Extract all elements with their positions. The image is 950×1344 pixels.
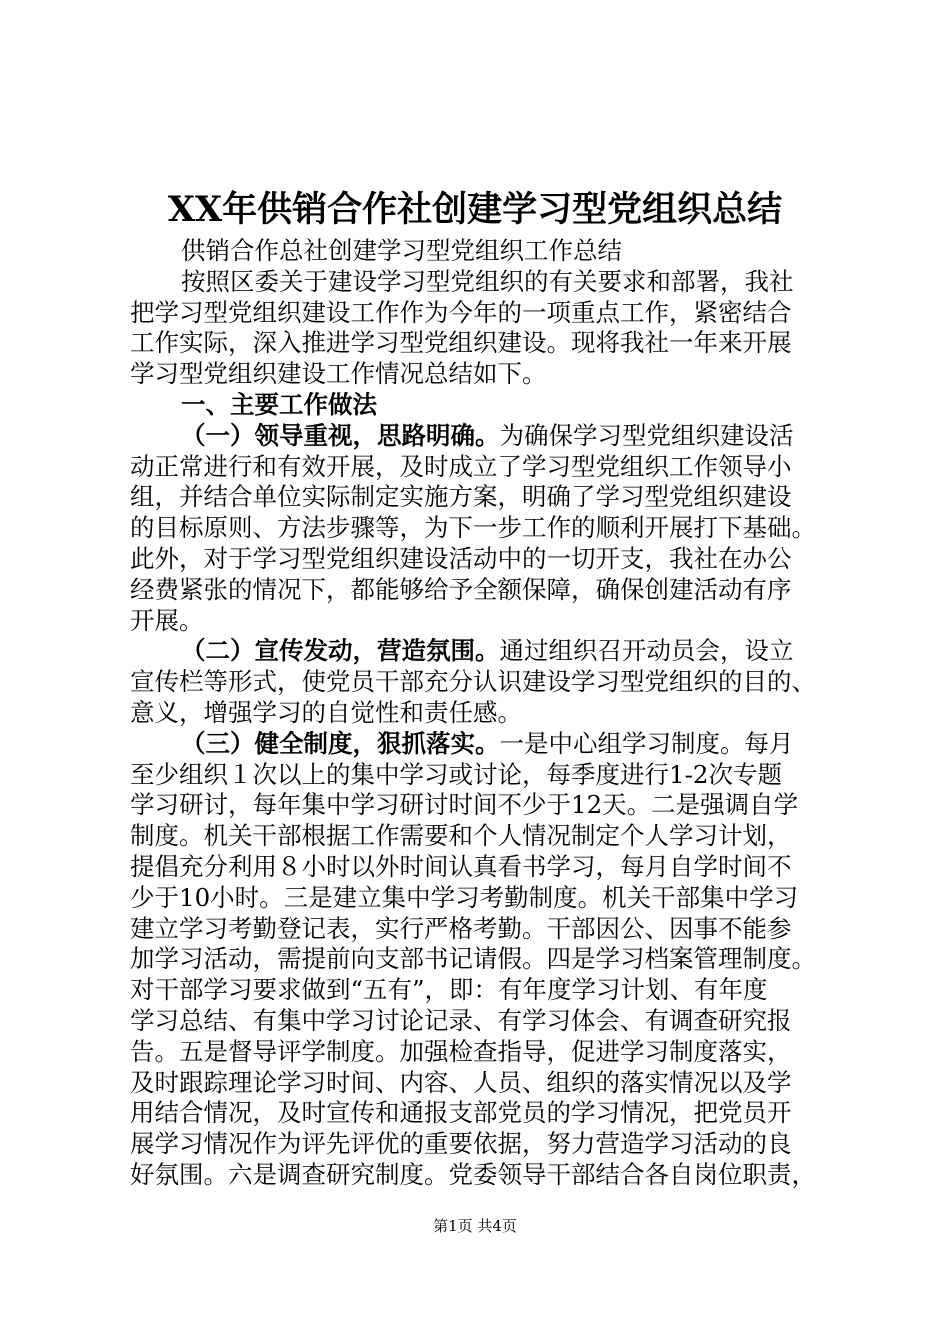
section-heading: 一、主要工作做法 (181, 389, 377, 419)
paragraph-line: 建立学习考勤登记表，实行严格考勤。干部因公、因事不能参 (130, 913, 792, 943)
paragraph-3-lead: （三）健全制度，狠抓落实。 (181, 728, 500, 758)
paragraph-2-lead: （二）宣传发动，营造氛围。 (181, 636, 500, 666)
intro-line: 学习型党组织建设工作情况总结如下。 (130, 359, 547, 389)
paragraph-line: 组，并结合单位实际制定实施方案，明确了学习型党组织建设 (130, 482, 792, 512)
intro-line: 把学习型党组织建设工作作为今年的一项重点工作，紧密结合 (130, 297, 792, 327)
paragraph-line: 至少组织１次以上的集中学习或讨论，每季度进行1-2次专题 (130, 759, 782, 789)
paragraph-line: 学习研讨，每年集中学习研讨时间不少于12天。二是强调自学 (130, 790, 799, 820)
paragraph-1-lead: （一）领导重视，思路明确。 (181, 420, 500, 450)
paragraph-3-first-line (130, 729, 842, 760)
paragraph-line: 用结合情况，及时宣传和通报支部党员的学习情况，把党员开 (130, 1098, 792, 1128)
paragraph-3-first-text: 一是中心组学习制度。每月 (499, 728, 794, 758)
paragraph-2-first-line (130, 636, 842, 667)
paragraph-line: 制度。机关干部根据工作需要和个人情况制定个人学习计划， (130, 821, 792, 851)
paragraph-line: 好氛围。六是调查研究制度。党委领导干部结合各自岗位职责， (130, 1159, 816, 1189)
paragraph-line: 提倡充分利用８小时以外时间认真看书学习，每月自学时间不 (130, 851, 792, 881)
paragraph-line: 对干部学习要求做到“五有”，即：有年度学习计划、有年度 (130, 975, 768, 1005)
paragraph-line: 此外，对于学习型党组织建设活动中的一切开支，我社在办公 (130, 543, 792, 573)
paragraph-line: 告。五是督导评学制度。加强检查指导，促进学习制度落实， (130, 1036, 792, 1066)
paragraph-line: 少于10小时。三是建立集中学习考勤制度。机关干部集中学习 (130, 882, 799, 912)
paragraph-line: 及时跟踪理论学习时间、内容、人员、组织的落实情况以及学 (130, 1067, 792, 1097)
paragraph-line: 展学习情况作为评先评优的重要依据，努力营造学习活动的良 (130, 1129, 792, 1159)
paragraph-line: 经费紧张的情况下，都能够给予全额保障，确保创建活动有序 (130, 574, 792, 604)
paragraph-1-first-line (130, 421, 842, 452)
paragraph-line: 的目标原则、方法步骤等，为下一步工作的顺利开展打下基础。 (130, 513, 816, 543)
page-footer: 第1页 共4页 (433, 1217, 517, 1235)
paragraph-line: 加学习活动，需提前向支部书记请假。四是学习档案管理制度。 (130, 944, 816, 974)
document-body (130, 236, 842, 1191)
paragraph-2-first-text: 通过组织召开动员会，设立 (499, 636, 794, 666)
paragraph-line: 宣传栏等形式，使党员干部充分认识建设学习型党组织的目的、 (130, 667, 816, 697)
paragraph-1-first-text: 为确保学习型党组织建设活 (499, 420, 794, 450)
document-title: XX年供销合作社创建学习型党组织总结 (167, 189, 783, 230)
intro-line: 工作实际，深入推进学习型党组织建设。现将我社一年来开展 (130, 328, 792, 358)
paragraph-line: 意义，增强学习的自觉性和责任感。 (130, 697, 522, 727)
intro-line: 按照区委关于建设学习型党组织的有关要求和部署，我社 (181, 266, 794, 296)
paragraph-line: 开展。 (130, 605, 204, 635)
paragraph-line: 动正常进行和有效开展，及时成立了学习型党组织工作领导小 (130, 451, 792, 481)
document-subtitle: 供销合作总社创建学习型党组织工作总结 (181, 236, 622, 265)
paragraph-line: 学习总结、有集中学习讨论记录、有学习体会、有调查研究报 (130, 1005, 792, 1035)
